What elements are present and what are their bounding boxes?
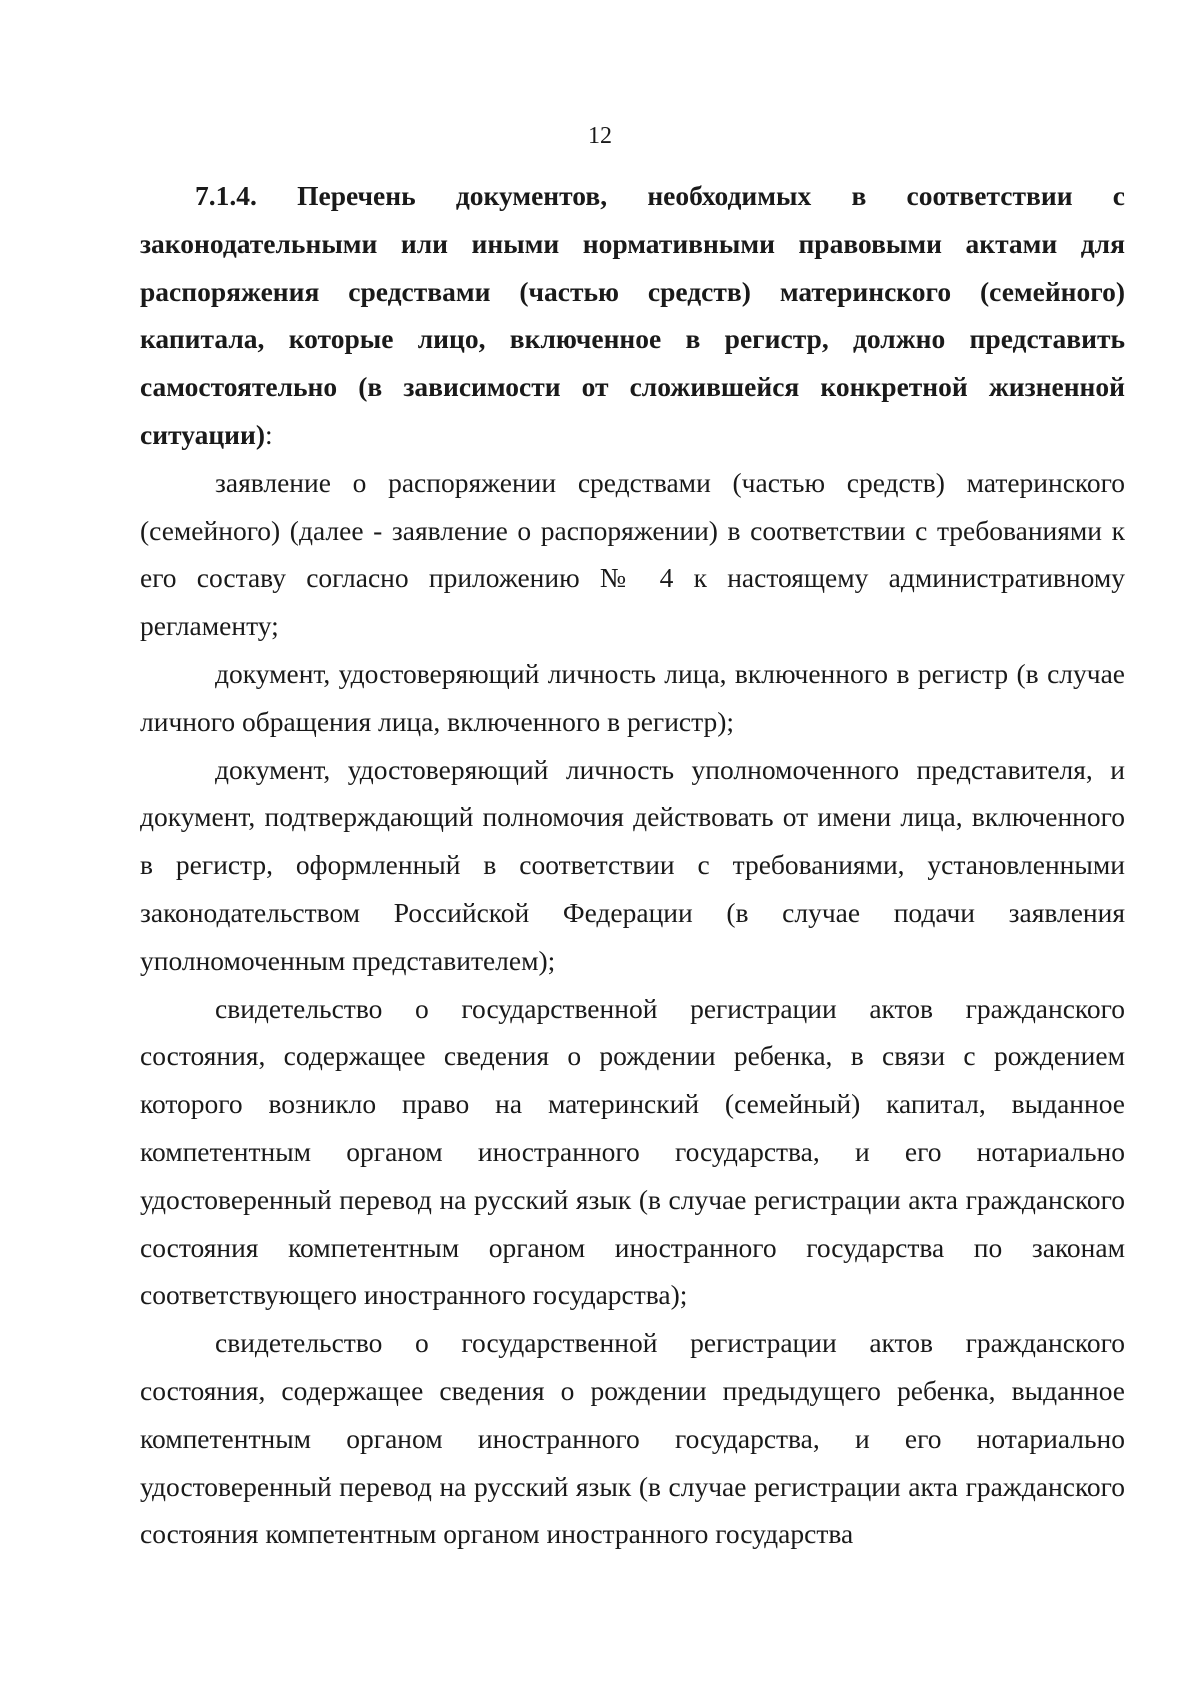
paragraph-representative-documents: документ, удостоверяющий личность уполномоченного представителя, и документ, подтверждающий полномочия действовать от имени лица, включенного в регистр, оформленный в соответствии с требованиями, установленными законодательством Российской Федерации (в случае подачи заявления уполномоченным представителем); bbox=[140, 753, 1125, 976]
paragraph-birth-certificate-previous-child: свидетельство о государственной регистрации актов гражданского состояния, содержащее сведения о рождении предыдущего ребенка, выданное компетентным органом иностранного государства, и его нотариально удостоверенный перевод на русский язык (в случае регистрации акта гражданского состояния компетентным органом иностранного государства bbox=[140, 1327, 1125, 1550]
section-heading bbox=[140, 172, 1125, 459]
paragraph-birth-certificate-child: свидетельство о государственной регистрации актов гражданского состояния, содержащее сведения о рождении ребенка, в связи с рождением которого возникло право на материнский (семейный) капитал, выданное компетентным органом иностранного государства, и его нотариально удостоверенный перевод на русский язык (в случае регистрации акта гражданского состояния компетентным органом иностранного государства по законам соответствующего иностранного государства); bbox=[140, 992, 1125, 1311]
paragraph-identity-document: документ, удостоверяющий личность лица, включенного в регистр (в случае личного обращения лица, включенного в регистр); bbox=[140, 657, 1125, 737]
paragraph-application: заявление о распоряжении средствами (частью средств) материнского (семейного) (далее - заявление о распоряжении) в соответствии с требованиями к его составу согласно приложению № 4 к настоящему административному регламенту; bbox=[140, 466, 1125, 642]
page-number: 12 bbox=[588, 123, 612, 149]
document-body bbox=[140, 172, 1125, 1558]
section-heading-text: 7.1.4. Перечень документов, необходимых в соответствии с законодательными или иными нормативными правовыми актами для распоряжения средствами (частью средств) материнского (семейного) капитала, которые лицо, включенное в регистр, должно представить самостоятельно (в зависимости от сложившейся конкретной жизненной ситуации) bbox=[140, 180, 1125, 450]
section-heading-colon: : bbox=[265, 418, 273, 450]
